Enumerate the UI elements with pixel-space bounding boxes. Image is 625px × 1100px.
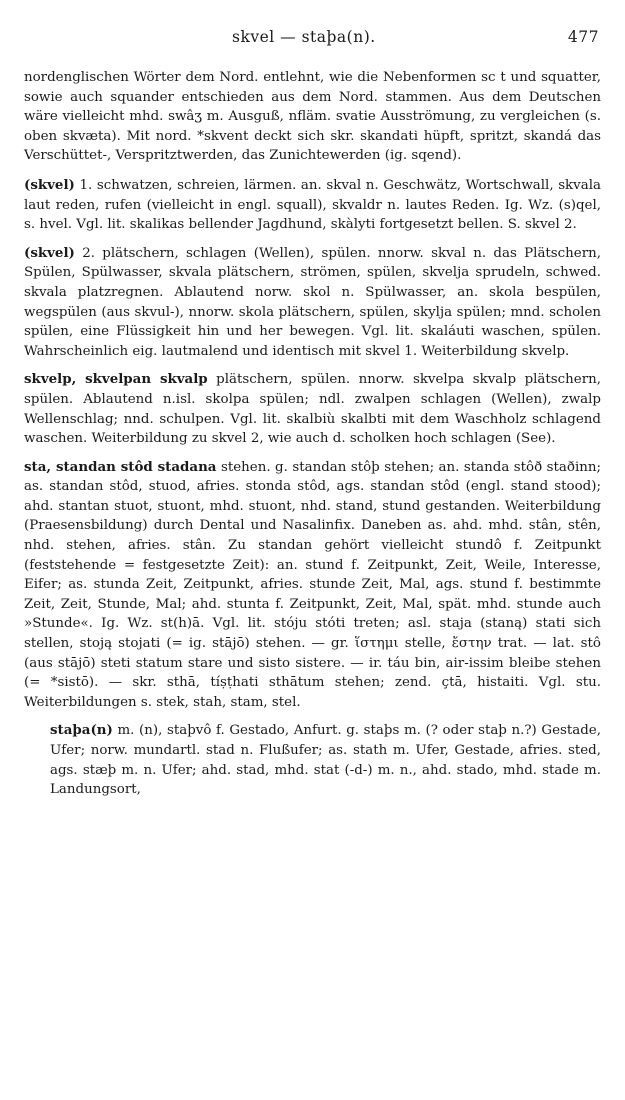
- page-header: [24, 22, 601, 54]
- entry-headword: skvelp, skvelpan skvalp: [24, 371, 208, 388]
- entry-skvel-2: [24, 244, 601, 362]
- entry-skvelp: [24, 370, 601, 448]
- dictionary-page: [24, 22, 601, 809]
- entry-text: nordenglischen Wörter dem Nord. entlehnt, wie die Nebenformen sc t und squatter, sowie auch squander entschieden aus dem Nord. stammen. Aus dem Deutschen wäre vielleicht mhd. swâʒ m. Ausguß, nfläm. svatie Ausströmung, zu vergleichen (s. oben skvæta). Mit nord. *skvent deckt sich skr. skandati hüpft, spritzt, skandá das Verschüttet-, Verspritztwerden, das Zunichtewerden (ig. sqend).: [24, 70, 601, 164]
- entry-headword: sta, standan stôd stadana: [24, 458, 217, 475]
- entry-sta: [24, 458, 601, 713]
- entry-headword: (skvel): [24, 244, 75, 261]
- entry-text: 2. plätschern, schlagen (Wellen), spülen. nnorw. skval n. das Plätschern, Spülen, Spülwasser, skvala plätschern, strömen, spülen, skvelja sprudeln, schwed. skvala platzregnen. Ablautend norw. skol n. Spülwasser, an. skola bespülen, wegspülen (aus skvul-), nnorw. skola plätschern, spülen, skylja spülen; mnd. scholen spülen, eine Flüssigkeit hin und her bewegen. Vgl. lit. skaláuti waschen, spülen. Wahrscheinlich eig. lautmalend und identisch mit skvel 1. Weiterbildung skvelp.: [24, 245, 602, 359]
- entry-headword: staþa(n): [50, 722, 113, 739]
- entry-headword: (skvel): [24, 176, 75, 193]
- entry-text: stehen. g. standan stôþ stehen; an. standa stôð staðinn; as. standan stôd, stuod, afries. stonda stôd, ags. standan stôd (engl. stand stood); ahd. stantan stuot, stuont, mhd. stuont, nhd. stand, stund gestanden. Weiterbildung (Praesensbildung) durch Dental und Nasalinfix. Daneben as. ahd. mhd. stân, stên, nhd. stehen, afries. stân. Zu standan gehört vielleicht stundô f. Zeitpunkt (feststehende = festgesetzte Zeit): an. stund f. Zeitpunkt, Zeit, Weile, Interesse, Eifer; as. stunda Zeit, Zeitpunkt, afries. stunde Zeit, Mal, ags. stund f. bestimmte Zeit, Zeit, Stunde, Mal; ahd. stunta f. Zeitpunkt, Zeit, Mal, spät. mhd. stunde auch »Stunde«. Ig. Wz. st(h)ā. Vgl. lit. stóju stóti treten; asl. staja (staną) stati sich stellen, stoją stojati (= ig. stājō) stehen. — gr. ἵστημι stelle, ἔστην trat. — lat. stô (aus stājō) steti statum stare und sisto sistere. — ir. táu bin, air-issim bleibe stehen (= *sistō). — skr. sthā, tíṣṭhati sthātum stehen; zend. çtā, histaiti. Vgl. stu. Weiterbildungen s. stek, stah, stam, stel.: [24, 459, 601, 710]
- entry-stapa: [24, 721, 601, 799]
- entry-text: plätschern, spülen. nnorw. skvelpa skvalp plätschern, spülen. Ablautend n.isl. skolpa spülen; ndl. zwalpen schlagen (Wellen), zwalp Wellenschlag; nnd. schulpen. Vgl. lit. skalbiù skalbti mit dem Waschholz schlagend waschen. Weiterbildung zu skvel 2, wie auch d. scholken hoch schlagen (See).: [24, 372, 601, 447]
- entry-text: m. (n), staþvô f. Gestado, Anfurt. g. staþs m. (? oder staþ n.?) Gestade, Ufer; norw. mundartl. stad n. Flußufer; as. stath m. Ufer, Gestade, afries. sted, ags. stæþ m. n. Ufer; ahd. stad, mhd. stat (-d-) m. n., ahd. stado, mhd. stade m. Landungsort,: [50, 723, 601, 798]
- entry-continuation: [24, 68, 601, 166]
- page-number: 477: [567, 28, 599, 46]
- page-body: [24, 68, 601, 800]
- running-title: skvel — staþa(n).: [232, 28, 376, 46]
- entry-skvel-1: [24, 176, 601, 235]
- entry-text: 1. schwatzen, schreien, lärmen. an. skval n. Geschwätz, Wortschwall, skvala laut reden, rufen (vielleicht in engl. squall), skvaldr n. lautes Reden. Ig. Wz. (s)qel, s. hvel. Vgl. lit. skalikas bellender Jagdhund, skàlyti fortgesetzt bellen. S. skvel 2.: [24, 177, 601, 233]
